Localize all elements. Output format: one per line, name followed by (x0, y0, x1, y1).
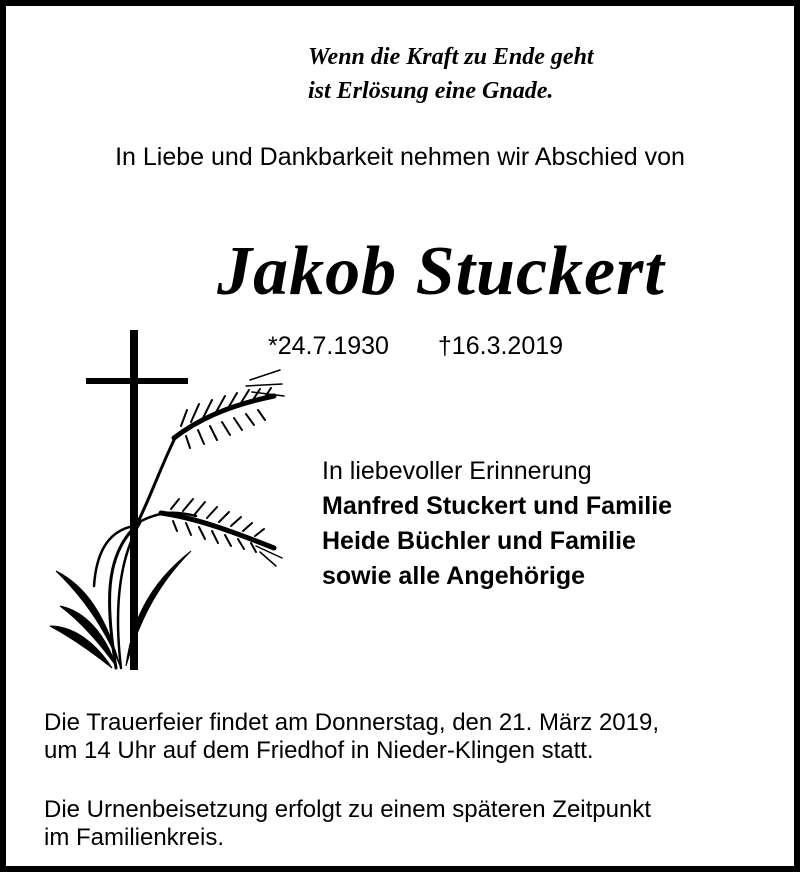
quote-line-2: ist Erlösung eine Gnade. (308, 78, 554, 104)
quote-line-1: Wenn die Kraft zu Ende geht (308, 44, 594, 70)
mourner-name: Heide Büchler und Familie (322, 527, 636, 555)
urn-line-2: im Familienkreis. (44, 824, 225, 851)
deceased-name: Jakob Stuckert (217, 233, 665, 310)
mourner-name: sowie alle Angehörige (322, 562, 586, 590)
farewell-intro: In Liebe und Dankbarkeit nehmen wir Abschied von (115, 143, 685, 171)
life-dates (268, 331, 563, 361)
service-line-2: um 14 Uhr auf dem Friedhof in Nieder-Klingen statt. (44, 737, 594, 764)
death-date: †16.3.2019 (437, 332, 564, 360)
birth-date: *24.7.1930 (268, 332, 389, 360)
urn-burial-info (44, 796, 651, 852)
wheat-ears-icon (50, 370, 284, 668)
funeral-service-info (44, 709, 659, 765)
memory-heading: In liebevoller Erinnerung (322, 457, 592, 485)
cross-wheat-emblem (46, 326, 286, 676)
urn-line-1: Die Urnenbeisetzung erfolgt zu einem späteren Zeitpunkt (44, 796, 652, 823)
service-line-1: Die Trauerfeier findet am Donnerstag, den 21. März 2019, (44, 709, 659, 736)
mourner-name: Manfred Stuckert und Familie (322, 492, 673, 520)
memorial-quote (308, 40, 594, 108)
mourners-block (322, 454, 672, 594)
